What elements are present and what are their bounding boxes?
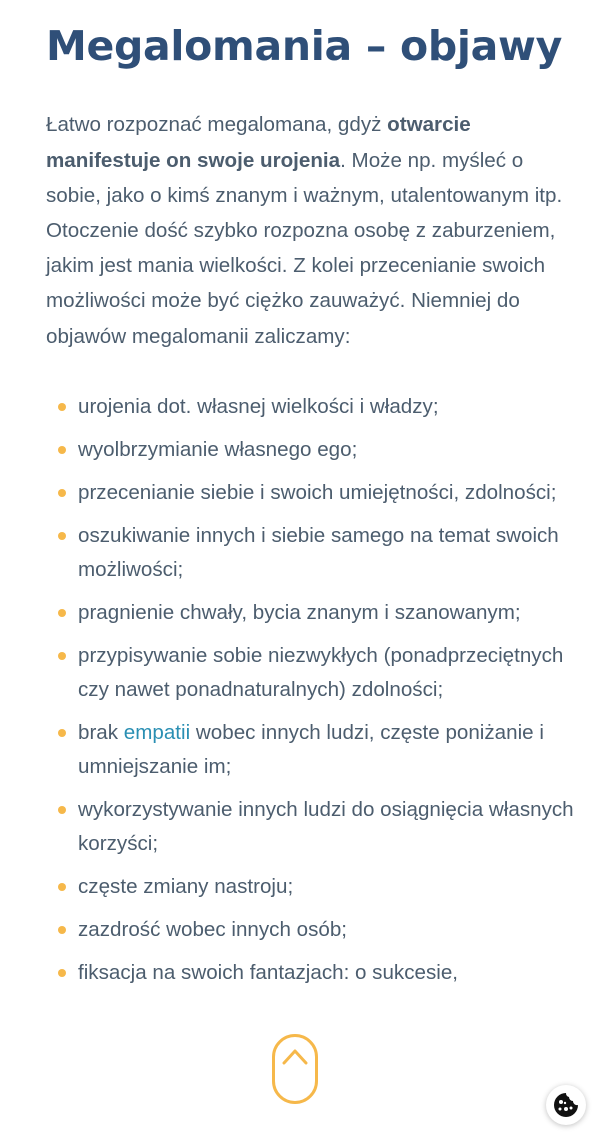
bullet-icon bbox=[58, 609, 66, 617]
bullet-icon bbox=[58, 652, 66, 660]
intro-paragraph bbox=[46, 107, 576, 353]
list-item-text: oszukiwanie innych i siebie samego na temat swoich możliwości; bbox=[78, 523, 559, 581]
list-item bbox=[46, 476, 576, 510]
list-item bbox=[46, 793, 576, 861]
list-item-text-after: wobec innych ludzi, częste poniżanie i umniejszanie im; bbox=[78, 720, 544, 778]
list-item-text: częste zmiany nastroju; bbox=[78, 874, 294, 898]
list-item-text: przecenianie siebie i swoich umiejętności, zdolności; bbox=[78, 480, 557, 504]
intro-text-start: Łatwo rozpoznać megalomana, gdyż bbox=[46, 113, 388, 137]
cookie-settings-button[interactable] bbox=[546, 1085, 586, 1125]
article bbox=[46, 20, 576, 999]
bullet-icon bbox=[58, 883, 66, 891]
cookie-icon bbox=[552, 1091, 580, 1119]
list-item bbox=[46, 956, 576, 990]
empathy-link[interactable]: empatii bbox=[123, 720, 191, 744]
bullet-icon bbox=[58, 969, 66, 977]
bullet-icon bbox=[58, 403, 66, 411]
list-item-text: fiksacja na swoich fantazjach: o sukcesie, bbox=[78, 960, 459, 984]
list-item bbox=[46, 639, 576, 707]
symptoms-list bbox=[46, 390, 576, 990]
list-item bbox=[46, 390, 576, 424]
list-item-text: urojenia dot. własnej wielkości i władzy; bbox=[78, 394, 439, 418]
list-item-text: wykorzystywanie innych ludzi do osiągnięcia własnych korzyści; bbox=[78, 797, 574, 855]
bullet-icon bbox=[58, 532, 66, 540]
chevron-up-icon bbox=[282, 1047, 308, 1067]
list-item bbox=[46, 519, 576, 587]
bullet-icon bbox=[58, 729, 66, 737]
list-item bbox=[46, 913, 576, 947]
list-item-text: wyolbrzymianie własnego ego; bbox=[78, 437, 358, 461]
list-item-text: zazdrość wobec innych osób; bbox=[78, 917, 348, 941]
list-item bbox=[46, 433, 576, 467]
list-item bbox=[46, 596, 576, 630]
bullet-icon bbox=[58, 446, 66, 454]
list-item-text: pragnienie chwały, bycia znanym i szanowanym; bbox=[78, 600, 521, 624]
list-item bbox=[46, 870, 576, 904]
section-heading: Megalomania – objawy bbox=[46, 22, 563, 70]
list-item-text-before: brak bbox=[78, 720, 124, 744]
bullet-icon bbox=[58, 926, 66, 934]
list-item bbox=[46, 716, 576, 784]
intro-text-end: . Może np. myśleć o sobie, jako o kimś znanym i ważnym, utalentowanym itp. Otoczenie dość szybko rozpozna osobę z zaburzeniem, jakim jest mania wielkości. Z kolei przecenianie swoich możliwości może być ciężko zauważyć. Niemniej do objawów megalomanii zaliczamy: bbox=[46, 148, 563, 348]
bullet-icon bbox=[58, 806, 66, 814]
intro-bold-text: otwarcie manifestuje on swoje urojenia bbox=[46, 113, 471, 172]
list-item-text: przypisywanie sobie niezwykłych (ponadprzeciętnych czy nawet ponadnaturalnych) zdolności; bbox=[78, 643, 564, 701]
scroll-to-top-button[interactable] bbox=[272, 1034, 318, 1104]
bullet-icon bbox=[58, 489, 66, 497]
